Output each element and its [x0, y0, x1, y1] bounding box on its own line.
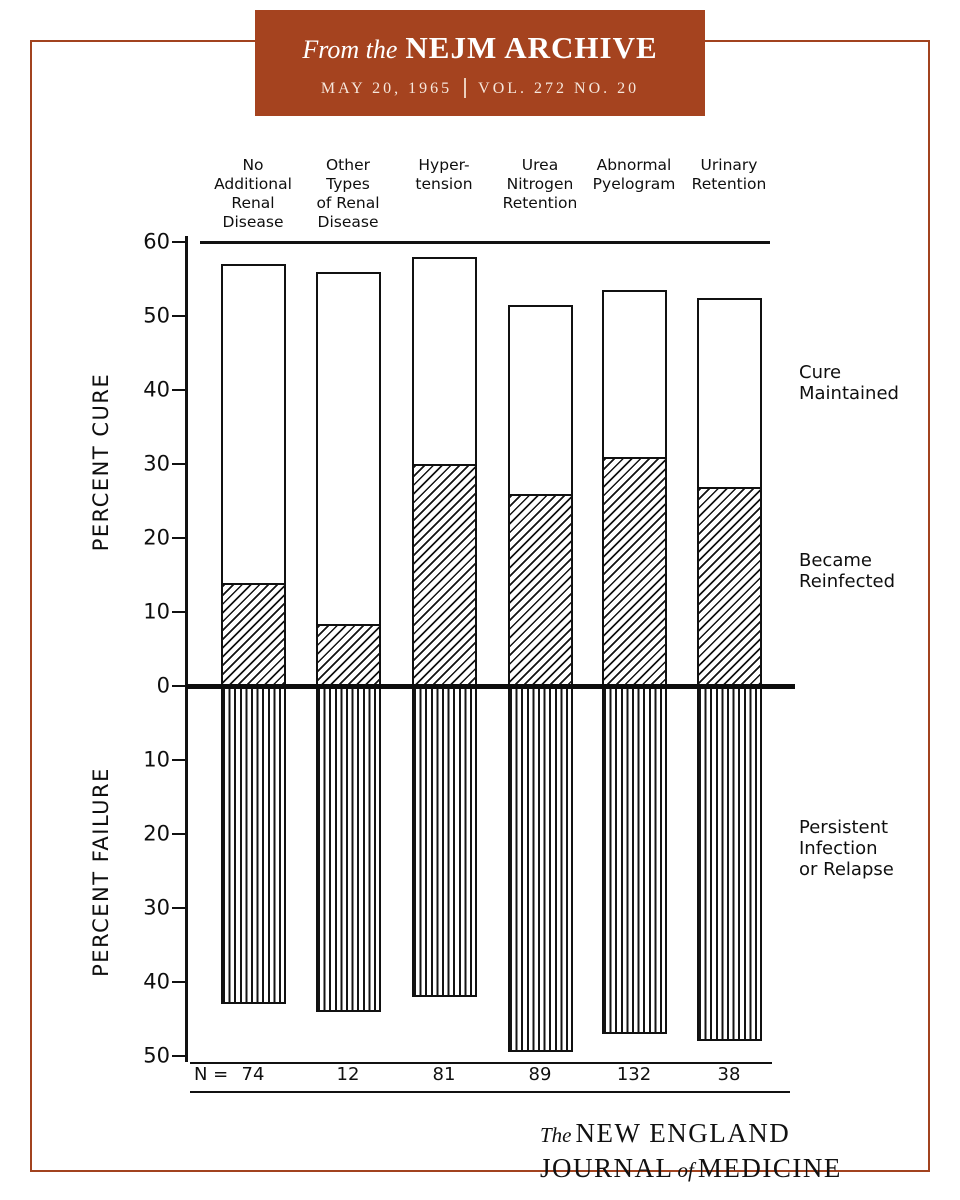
- footer-the: The: [540, 1123, 572, 1147]
- n-value: 132: [616, 1064, 652, 1085]
- bar-segment-persistent-failure: [316, 686, 381, 1012]
- tick-mark: [172, 759, 186, 762]
- footer-new-england: NEW ENGLAND: [575, 1118, 791, 1148]
- tick-label: 50: [143, 1043, 170, 1068]
- bar-cure-total: [412, 257, 477, 686]
- bar-segment-became-reinfected: [414, 464, 475, 684]
- tick-mark: [172, 611, 186, 614]
- tick-label: 40: [143, 969, 170, 994]
- annotation-persistent-infection-or-relapse: Persistent Infection or Relapse: [799, 817, 894, 881]
- zero-axis-line: [186, 684, 795, 689]
- n-value: 38: [717, 1064, 741, 1085]
- footer-line-1: [540, 1118, 842, 1153]
- bar-segment-persistent-failure: [412, 686, 477, 997]
- bar-segment-persistent-failure: [508, 686, 573, 1052]
- n-value: 89: [528, 1064, 552, 1085]
- tick-mark: [172, 315, 186, 318]
- bar-segment-persistent-failure: [221, 686, 286, 1004]
- tick-mark: [172, 389, 186, 392]
- banner-date: MAY 20, 1965: [320, 80, 453, 97]
- bar-segment-became-reinfected: [223, 583, 284, 684]
- n-value: 12: [336, 1064, 360, 1085]
- category-header-abnormal-pyelogram: Abnormal Pyelogram: [592, 156, 676, 193]
- tick-label: 60: [143, 229, 170, 254]
- tick-mark: [172, 1055, 186, 1058]
- y-axis-line: [185, 236, 188, 1062]
- annotation-cure-maintained: Cure Maintained: [799, 361, 899, 404]
- bar-cure-total: [316, 272, 381, 686]
- footer-medicine: MEDICINE: [697, 1153, 842, 1183]
- tick-mark: [172, 907, 186, 910]
- bar-cure-total: [697, 298, 762, 687]
- banner-volume: VOL. 272 NO. 20: [478, 80, 640, 97]
- category-header-urinary-retention: Urinary Retention: [691, 156, 767, 193]
- category-header-no-additional-renal-disease: No Additional Renal Disease: [214, 156, 292, 231]
- tick-mark: [172, 833, 186, 836]
- tick-label: 40: [143, 377, 170, 402]
- n-value: 81: [432, 1064, 456, 1085]
- cure-axis-label: PERCENT CURE: [89, 372, 113, 552]
- banner-prefix: From the: [302, 35, 398, 64]
- tick-label: 30: [143, 895, 170, 920]
- bar-segment-became-reinfected: [699, 487, 760, 684]
- tick-label: 10: [143, 747, 170, 772]
- bar-cure-total: [508, 305, 573, 686]
- category-header-other-types-of-renal-disease: Other Types of Renal Disease: [316, 156, 380, 231]
- tick-mark: [172, 981, 186, 984]
- bar-cure-total: [602, 290, 667, 686]
- bar-segment-persistent-failure: [602, 686, 667, 1034]
- tick-label: 20: [143, 525, 170, 550]
- banner-archive-title: NEJM ARCHIVE: [405, 30, 658, 65]
- tick-label: 30: [143, 451, 170, 476]
- footer-journal: JOURNAL: [540, 1153, 674, 1183]
- bar-cure-total: [221, 264, 286, 686]
- tick-mark: [172, 685, 186, 688]
- footer-of: of: [677, 1158, 694, 1182]
- failure-axis-label: PERCENT FAILURE: [89, 767, 113, 977]
- bar-segment-became-reinfected: [510, 494, 571, 684]
- tick-label: 0: [156, 673, 170, 698]
- nejm-footer-logo: [540, 1118, 842, 1188]
- tick-mark: [172, 537, 186, 540]
- tick-mark: [172, 241, 186, 244]
- footer-line-2: [540, 1153, 842, 1188]
- category-header-hypertension: Hyper- tension: [415, 156, 473, 193]
- annotation-became-reinfected: Became Reinfected: [799, 550, 896, 593]
- n-row-top-line: [190, 1062, 772, 1064]
- gridline-top: [200, 241, 770, 244]
- tick-mark: [172, 463, 186, 466]
- n-value: 74: [241, 1064, 265, 1085]
- tick-label: 50: [143, 303, 170, 328]
- n-row-label: N =: [194, 1064, 229, 1085]
- bar-segment-persistent-failure: [697, 686, 762, 1041]
- tick-label: 10: [143, 599, 170, 624]
- category-header-urea-nitrogen-retention: Urea Nitrogen Retention: [502, 156, 578, 212]
- tick-label: 20: [143, 821, 170, 846]
- n-row-bottom-line: [190, 1091, 790, 1093]
- bar-segment-became-reinfected: [318, 624, 379, 684]
- bar-segment-became-reinfected: [604, 457, 665, 684]
